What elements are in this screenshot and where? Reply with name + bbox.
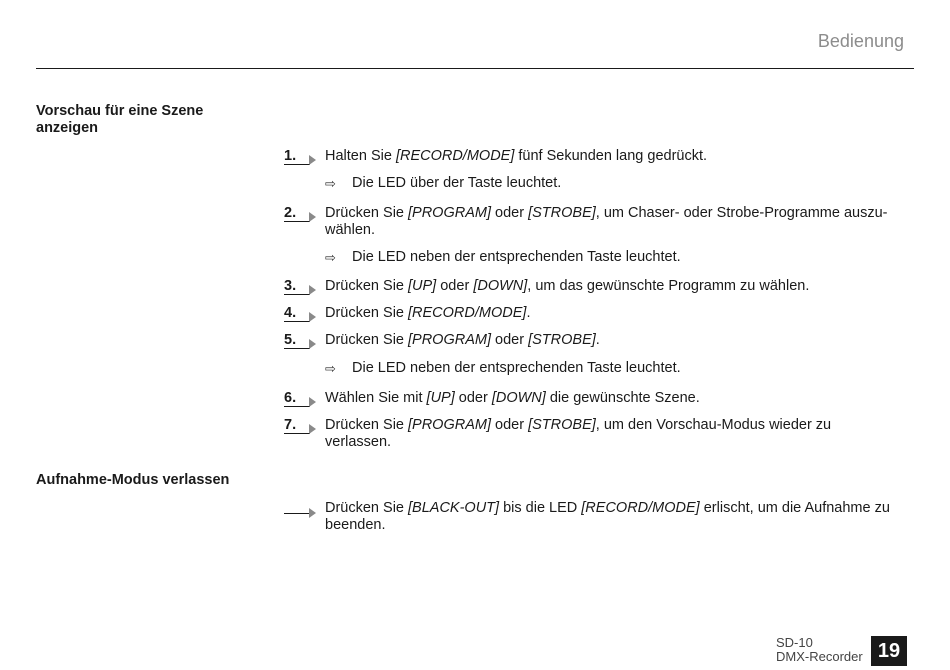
step-number: 1. [284, 148, 297, 164]
step-underline [284, 406, 310, 407]
right-arrow-icon: ⇨ [325, 361, 336, 376]
footer-product: DMX-Recorder [776, 649, 863, 664]
step-text: Halten Sie [RECORD/MODE] fünf Sekunden lang gedrückt. [325, 148, 708, 164]
step-underline [284, 221, 310, 222]
step-number: 5. [284, 332, 297, 348]
key-label: [STROBE] [528, 205, 596, 221]
triangle-arrow-icon [309, 339, 316, 349]
result-text: Die LED neben der entsprechenden Taste leuchtet. [352, 249, 681, 265]
step-number: 6. [284, 390, 297, 406]
step-underline [284, 164, 310, 165]
key-label: [RECORD/MODE] [408, 305, 527, 321]
step-number: 7. [284, 417, 297, 433]
section-heading-preview: Vorschau für eine Szene anzeigen [36, 103, 204, 136]
step-underline [284, 348, 310, 349]
result-text: Die LED über der Taste leuchtet. [352, 175, 562, 191]
right-arrow-icon: ⇨ [325, 250, 336, 265]
step-underline [284, 513, 312, 514]
header-rule [36, 68, 914, 69]
step-text: Drücken Sie [UP] oder [DOWN], um das gewünschte Programm zu wählen. [325, 278, 810, 294]
step-number: 3. [284, 278, 297, 294]
key-label: [DOWN] [491, 390, 546, 406]
step-text: Drücken Sie [PROGRAM] oder [STROBE]. [325, 332, 600, 348]
step-underline [284, 433, 310, 434]
step-text: Drücken Sie [PROGRAM] oder [STROBE], um Chaser- oder Strobe-Programme auszu- wählen. [325, 205, 888, 238]
step-text: Wählen Sie mit [UP] oder [DOWN] die gewünschte Szene. [325, 390, 700, 406]
key-label: [STROBE] [528, 332, 596, 348]
triangle-arrow-icon [309, 508, 316, 518]
key-label: [DOWN] [473, 278, 528, 294]
key-label: [BLACK-OUT] [408, 500, 500, 516]
step-text: Drücken Sie [PROGRAM] oder [STROBE], um den Vorschau-Modus wieder zu verlassen. [325, 417, 832, 450]
step-underline [284, 321, 310, 322]
key-label: [STROBE] [528, 417, 596, 433]
key-label: [UP] [408, 278, 437, 294]
triangle-arrow-icon [309, 397, 316, 407]
key-label: [RECORD/MODE] [395, 148, 515, 164]
triangle-arrow-icon [309, 312, 316, 322]
key-label: [UP] [426, 390, 455, 406]
key-label: [PROGRAM] [408, 205, 491, 221]
step-text: Drücken Sie [BLACK-OUT] bis die LED [RECORD/MODE] erlischt, um die Aufnahme zu beenden. [325, 500, 890, 533]
step-text: Drücken Sie [RECORD/MODE]. [325, 305, 531, 321]
section-heading-exit: Aufnahme-Modus verlassen [36, 472, 230, 488]
triangle-arrow-icon [309, 155, 316, 165]
key-label: [RECORD/MODE] [581, 500, 700, 516]
triangle-arrow-icon [309, 212, 316, 222]
page-number: 19 [871, 636, 907, 666]
right-arrow-icon: ⇨ [325, 176, 336, 191]
key-label: [PROGRAM] [408, 417, 491, 433]
result-text: Die LED neben der entsprechenden Taste leuchtet. [352, 360, 681, 376]
header-title: Bedienung [817, 31, 904, 51]
triangle-arrow-icon [309, 424, 316, 434]
footer-model: SD-10 [776, 635, 813, 650]
triangle-arrow-icon [309, 285, 316, 295]
step-number: 4. [284, 305, 297, 321]
step-underline [284, 294, 310, 295]
key-label: [PROGRAM] [408, 332, 491, 348]
step-number: 2. [284, 205, 297, 221]
